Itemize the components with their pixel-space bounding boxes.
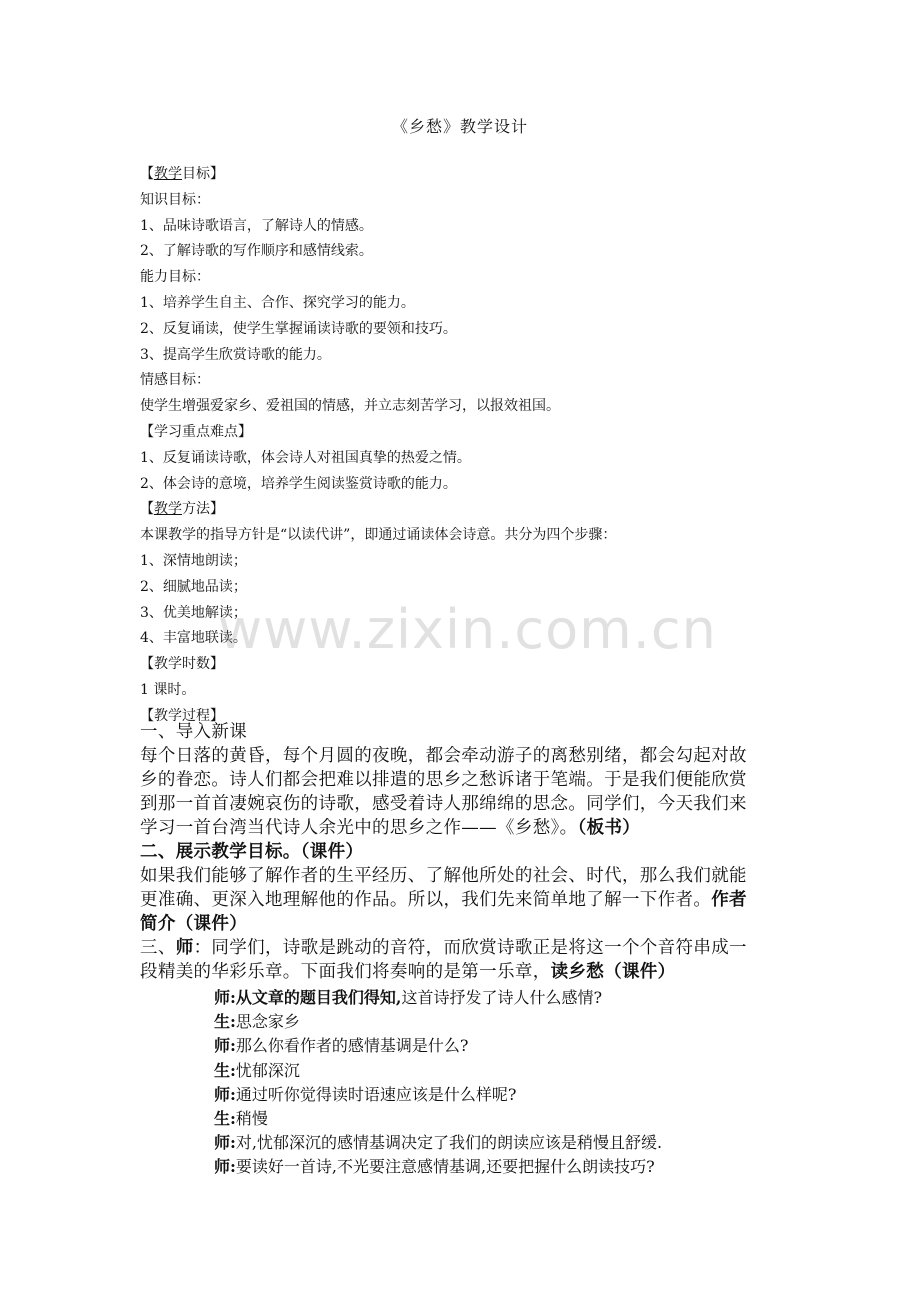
teaching-method-intro: 本课教学的指导方针是“以读代讲”，即通过诵读体会诗意。共分为四个步骤： <box>140 527 617 544</box>
author-note: 作者 <box>711 890 747 910</box>
ability-goal-item: 3、提高学生欣赏诗歌的能力。 <box>140 346 331 363</box>
emotion-goal-item: 使学生增强爱家乡、爱祖国的情感，并立志刻苦学习，以报效祖国。 <box>140 398 560 415</box>
speaker-label: 师 <box>214 1036 231 1056</box>
paragraph-text: ：同学们，诗歌是跳动的音符，而欣赏诗歌正是将这一个个音符串成一 <box>193 938 747 958</box>
blackboard-note: （板书） <box>577 818 641 838</box>
method-step: 3、优美地解读； <box>140 604 247 621</box>
knowledge-goal-item: 1、品味诗歌语言，了解诗人的情感。 <box>140 217 373 234</box>
speaker-label: 师 <box>214 1133 231 1153</box>
paragraph-line <box>140 888 780 912</box>
heading-rest-text: 方法】 <box>182 501 224 518</box>
dialogue-bold-text: : <box>230 1084 236 1104</box>
teaching-hours-heading: 【教学时数】 <box>140 656 224 673</box>
speaker-label: 生 <box>214 1012 231 1032</box>
dialogue-line <box>214 1155 794 1179</box>
dialogue-bold-text: : <box>230 1060 236 1080</box>
document-title: 《乡愁》教学设计 <box>391 117 528 136</box>
dialogue-text: 稍慢 <box>235 1109 268 1129</box>
dialogue-bold-text: : <box>230 1036 236 1056</box>
keypoint-item: 2、体会诗的意境，培养学生阅读鉴赏诗歌的能力。 <box>140 475 457 492</box>
paragraph-text: 学习一首台湾当代诗人余光中的思乡之作——《乡愁》。 <box>140 818 578 838</box>
speaker-label: 师 <box>214 1084 231 1104</box>
reading-note: 读乡愁（课件） <box>550 962 676 982</box>
section-one-title: 一、导入新课 <box>140 722 248 742</box>
dialogue-bold-text: : <box>230 1012 236 1032</box>
paragraph-line <box>140 960 780 984</box>
dialogue-bold-text: : <box>230 1133 236 1153</box>
dialogue-line <box>214 1107 794 1131</box>
teaching-goals-heading <box>140 162 780 188</box>
method-step: 2、细腻地品读； <box>140 578 247 595</box>
dialogue-text: 忧郁深沉 <box>235 1060 300 1080</box>
paragraph-text: 更准确、更深入地理解他的作品。所以，我们先来简单地了解一下作者。 <box>140 890 712 910</box>
paragraph-line: 乡的眷恋。诗人们都会把难以排遣的思乡之愁诉诸于笔端。于是我们便能欣赏 <box>140 770 747 790</box>
ability-goal-item: 2、反复诵读，使学生掌握诵读诗歌的要领和技巧。 <box>140 320 457 337</box>
dialogue-bold-text: : <box>230 1109 236 1129</box>
teaching-process-heading: 【教学过程】 <box>140 707 224 724</box>
teaching-method-heading <box>140 497 780 523</box>
keypoint-item: 1、反复诵读诗歌，体会诗人对祖国真挚的热爱之情。 <box>140 449 471 466</box>
bracket-open: 【 <box>140 166 154 182</box>
section-two-title: 二、展示教学目标。（课件） <box>140 842 364 862</box>
heading-underlined-text: 教学 <box>154 166 182 182</box>
teaching-hours-value: 1 课时。 <box>140 681 196 698</box>
speaker-label: 师 <box>214 988 231 1007</box>
dialogue-bold-text: :从文章的题目我们得知, <box>230 988 402 1007</box>
dialogue-line <box>214 1034 794 1058</box>
dialogue-text: 那么你看作者的感情基调是什么? <box>235 1036 469 1056</box>
bracket-open: 【 <box>140 501 154 518</box>
dialogue-bold-text: : <box>230 1157 236 1177</box>
teacher-label: 师 <box>175 938 194 958</box>
dialogue-line <box>214 1010 794 1034</box>
heading-underlined-text: 教学 <box>154 501 182 518</box>
ability-goals-label: 能力目标： <box>140 269 210 286</box>
paragraph-line: 每个日落的黄昏，每个月圆的夜晚，都会牵动游子的离愁别绪，都会勾起对故 <box>140 746 747 766</box>
dialogue-text: 对,忧郁深沉的感情基调决定了我们的朗读应该是稍慢且舒缓. <box>235 1133 663 1153</box>
method-step: 1、深情地朗读； <box>140 552 247 569</box>
dialogue-text: 通过听你觉得读时语速应该是什么样呢? <box>235 1084 517 1104</box>
emotion-goals-label: 情感目标： <box>140 372 210 389</box>
teaching-process-section <box>140 720 780 984</box>
dialogue-line <box>214 1083 794 1107</box>
speaker-label: 师 <box>214 1157 231 1177</box>
author-intro-note: 简介（课件） <box>140 914 248 934</box>
speaker-label: 生 <box>214 1060 231 1080</box>
speaker-label: 生 <box>214 1109 231 1129</box>
dialogue-block <box>214 986 794 1180</box>
dialogue-text: 要读好一首诗,不光要注意感情基调,还要把握什么朗读技巧? <box>235 1157 655 1177</box>
paragraph-line: 到那一首首凄婉哀伤的诗歌，感受着诗人那绵绵的思念。同学们，今天我们来 <box>140 794 747 814</box>
paragraph-line: 如果我们能够了解作者的生平经历、了解他所处的社会、时代，那么我们就能 <box>140 866 747 886</box>
dialogue-line <box>214 1059 794 1083</box>
method-step: 4、丰富地联读。 <box>140 630 247 647</box>
teaching-goals-section <box>140 162 780 730</box>
keypoints-heading: 【学习重点难点】 <box>140 423 252 440</box>
dialogue-line <box>214 1131 794 1155</box>
knowledge-goals-label: 知识目标： <box>140 191 210 208</box>
ability-goal-item: 1、培养学生自主、合作、探究学习的能力。 <box>140 294 415 311</box>
heading-rest-text: 目标】 <box>182 166 224 182</box>
dialogue-text: 这首诗抒发了诗人什么感情? <box>401 988 603 1007</box>
section-three-number: 三、 <box>140 938 176 958</box>
site-watermark: www.zixin.com.cn <box>218 598 717 661</box>
paragraph-text: 段精美的华彩乐章。下面我们将奏响的是第一乐章， <box>140 962 551 982</box>
dialogue-text: 思念家乡 <box>235 1012 300 1032</box>
knowledge-goal-item: 2、了解诗歌的写作顺序和感情线索。 <box>140 243 373 260</box>
paragraph-line <box>140 936 780 960</box>
dialogue-line <box>214 986 794 1010</box>
paragraph-line <box>140 816 780 840</box>
